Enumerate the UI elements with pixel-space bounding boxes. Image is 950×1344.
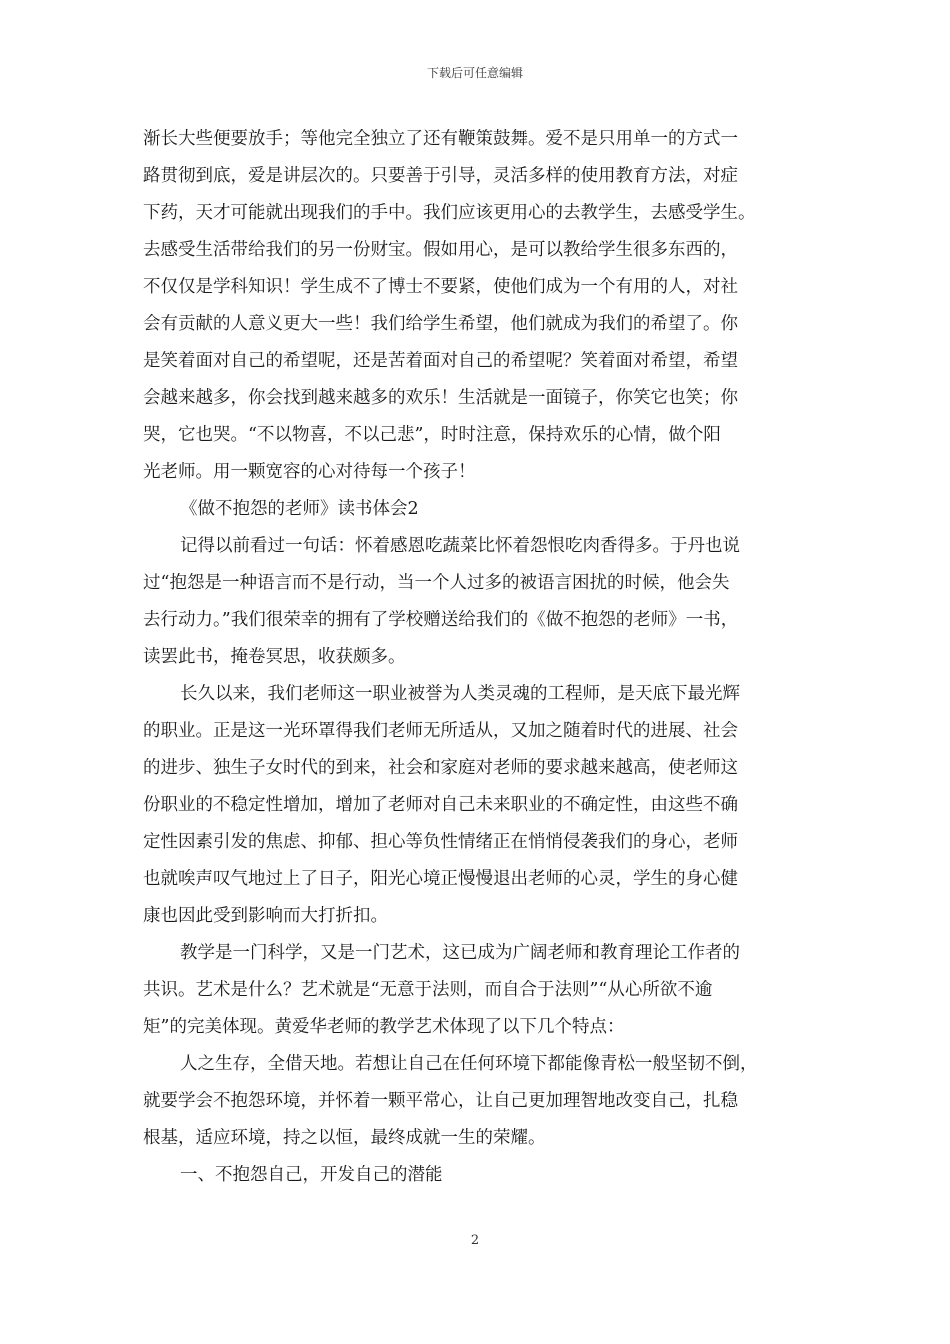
text-line: 不仅仅是学科知识！学生成不了博士不要紧，使他们成为一个有用的人，对社: [143, 277, 738, 297]
text-line: 光老师。用一颗宽容的心对待每一个孩子！: [143, 462, 476, 482]
section-heading: 一、不抱怨自己，开发自己的潜能: [180, 1165, 443, 1185]
text-line: 康也因此受到影响而大打折扣。: [143, 906, 388, 926]
text-line: 矩”的完美体现。黄爱华老师的教学艺术体现了以下几个特点：: [143, 1017, 625, 1037]
text-line: 也就唉声叹气地过上了日子，阳光心境正慢慢退出老师的心灵，学生的身心健: [143, 869, 738, 889]
text-line: 记得以前看过一句话：怀着感恩吃蔬菜比怀着怨恨吃肉香得多。于丹也说: [180, 536, 740, 556]
text-line: 份职业的不稳定性增加，增加了老师对自己未来职业的不确定性，由这些不确: [143, 795, 738, 815]
text-line: 渐长大些便要放手；等他完全独立了还有鞭策鼓舞。爱不是只用单一的方式一: [143, 129, 738, 149]
text-line: 长久以来，我们老师这一职业被誉为人类灵魂的工程师，是天底下最光辉: [180, 684, 740, 704]
text-line: 的进步、独生子女时代的到来，社会和家庭对老师的要求越来越高，使老师这: [143, 758, 738, 778]
page-number: 2: [470, 1233, 480, 1248]
text-line: 会越来越多，你会找到越来越多的欢乐！生活就是一面镜子，你笑它也笑；你: [143, 388, 738, 408]
text-line: 根基，适应环境，持之以恒，最终成就一生的荣耀。: [143, 1128, 546, 1148]
text-line: 路贯彻到底，爱是讲层次的。只要善于引导，灵活多样的使用教育方法，对症: [143, 166, 738, 186]
page-header: 下载后可任意编辑: [426, 66, 523, 80]
text-line: 共识。艺术是什么？艺术就是“无意于法则，而自合于法则”“从心所欲不逾: [143, 980, 713, 1000]
text-line: 定性因素引发的焦虑、抑郁、担心等负性情绪正在悄悄侵袭我们的身心，老师: [143, 832, 738, 852]
text-line: 会有贡献的人意义更大一些！我们给学生希望，他们就成为我们的希望了。你: [143, 314, 738, 334]
text-line: 下药，天才可能就出现我们的手中。我们应该更用心的去教学生，去感受学生。: [143, 203, 756, 223]
text-line: 的职业。正是这一光环罩得我们老师无所适从，又加之随着时代的进展、社会: [143, 721, 738, 741]
text-line: 人之生存，全借天地。若想让自己在任何环境下都能像青松一般坚韧不倒，: [180, 1054, 758, 1074]
text-line: 读罢此书，掩卷冥思，收获颇多。: [143, 647, 406, 667]
text-line: 过“抱怨是一种语言而不是行动，当一个人过多的被语言困扰的时候，他会失: [143, 573, 730, 593]
text-line: 去行动力。”我们很荣幸的拥有了学校赠送给我们的《做不抱怨的老师》一书，: [143, 610, 739, 630]
document-body: [143, 121, 811, 1194]
text-line: 就要学会不抱怨环境，并怀着一颗平常心，让自己更加理智地改变自己，扎稳: [143, 1091, 738, 1111]
text-line: 教学是一门科学，又是一门艺术，这已成为广阔老师和教育理论工作者的: [180, 943, 740, 963]
section-heading: 《做不抱怨的老师》读书体会2: [180, 499, 419, 519]
text-line: 去感受生活带给我们的另一份财宝。假如用心，是可以教给学生很多东西的，: [143, 240, 738, 260]
text-line: 是笑着面对自己的希望呢，还是苦着面对自己的希望呢？笑着面对希望，希望: [143, 351, 738, 371]
text-line: 哭，它也哭。“不以物喜，不以己悲”，时时注意，保持欢乐的心情，做个阳: [143, 425, 721, 445]
